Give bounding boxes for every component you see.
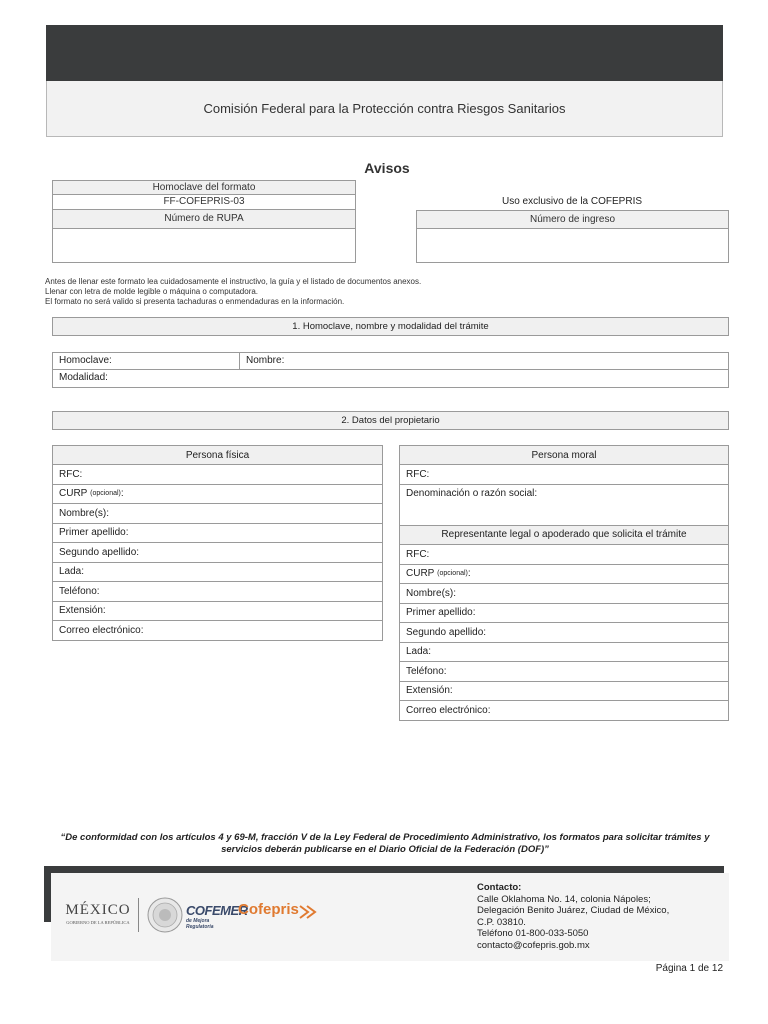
field-label: RFC: <box>406 548 430 560</box>
fisica-nombres-field[interactable] <box>52 504 383 524</box>
moral-rfc-field[interactable] <box>399 465 729 485</box>
modalidad-field[interactable]: Modalidad: <box>52 370 729 388</box>
homoclave-table <box>52 180 356 263</box>
moral-correo-field[interactable] <box>399 701 729 721</box>
cofemer-logo <box>186 903 248 930</box>
uso-exclusivo-label: Uso exclusivo de la COFEPRIS <box>501 196 643 207</box>
ingreso-label: Número de ingreso <box>416 210 729 229</box>
ingreso-field[interactable] <box>416 229 729 263</box>
moral-primer-apellido-field[interactable] <box>399 604 729 624</box>
moral-curp-field[interactable] <box>399 565 729 585</box>
persona-moral-label: Persona moral <box>531 449 597 461</box>
field-label: Correo electrónico: <box>59 624 144 636</box>
instruction-line: Antes de llenar este formato lea cuidadosamente el instructivo, la guía y el listado de documentos anexos. <box>45 277 422 286</box>
org-title-box <box>46 81 723 137</box>
persona-fisica-header <box>52 445 383 465</box>
moral-denominacion-field[interactable] <box>399 485 729 526</box>
field-label: RFC: <box>59 468 83 480</box>
field-label: Lada: <box>406 646 432 658</box>
optional-note: (opcional) <box>90 490 121 498</box>
field-label: RFC: <box>406 468 430 480</box>
moral-segundo-apellido-field[interactable] <box>399 623 729 643</box>
cofepris-logo <box>238 901 326 927</box>
mexico-wordmark: MÉXICO <box>65 902 131 918</box>
field-label: Primer apellido: <box>406 607 476 619</box>
footer-band <box>44 866 724 873</box>
moral-lada-field[interactable] <box>399 643 729 663</box>
field-label: Nombre(s): <box>406 587 457 599</box>
field-label: Segundo apellido: <box>406 626 487 638</box>
persona-moral-header <box>399 445 729 465</box>
header-band <box>46 25 723 81</box>
instructions <box>45 277 545 307</box>
fisica-lada-field[interactable] <box>52 563 383 583</box>
persona-moral-table <box>399 445 729 721</box>
homoclave-value: FF-COFEPRIS-03 <box>52 195 356 210</box>
field-label: Lada: <box>59 566 85 578</box>
field-label: Segundo apellido: <box>59 546 140 558</box>
contact-email[interactable]: contacto@cofepris.gob.mx <box>477 939 590 951</box>
homoclave-label: Homoclave del formato <box>52 180 356 195</box>
cofepris-wordmark: Cofepris <box>238 901 299 918</box>
representante-header <box>399 526 729 546</box>
representante-label: Representante legal o apoderado que solicita el trámite <box>441 529 687 541</box>
contact-line: Teléfono 01-800-033-5050 <box>477 928 589 939</box>
field-label: CURP <box>59 488 88 500</box>
avisos-heading: Avisos <box>364 160 410 176</box>
org-title: Comisión Federal para la Protección contra Riesgos Sanitarios <box>203 101 566 116</box>
moral-nombres-field[interactable] <box>399 584 729 604</box>
field-label: Correo electrónico: <box>406 704 491 716</box>
field-label: Extensión: <box>59 605 106 617</box>
section1-title: 1. Homoclave, nombre y modalidad del trámite <box>52 317 729 336</box>
contact-line: Delegación Benito Juárez, Ciudad de México, <box>477 905 670 916</box>
cofemer-wordmark: COFEMER <box>186 903 248 918</box>
fisica-telefono-field[interactable] <box>52 582 383 602</box>
field-label: Denominación o razón social: <box>406 487 538 499</box>
page-number: Página 1 de 12 <box>655 963 723 974</box>
legal-quote: “De conformidad con los artículos 4 y 69-M, fracción V de la Ley Federal de Procedimiento Administrativo, los formatos para solicitar trámites y servicios deberán publicarse en el Diario Oficial de la Federación (DOF)” <box>60 832 710 855</box>
field-label: Extensión: <box>406 685 453 697</box>
field-colon: : <box>120 488 124 500</box>
contact-line: C.P. 03810. <box>477 916 526 928</box>
optional-note: (opcional) <box>437 570 468 578</box>
section2-title: 2. Datos del propietario <box>52 411 729 430</box>
field-label: Primer apellido: <box>59 527 129 539</box>
homoclave-field[interactable]: Homoclave: <box>53 353 240 369</box>
rupa-label: Número de RUPA <box>52 210 356 229</box>
field-label: Teléfono: <box>406 665 447 677</box>
mexico-logo <box>62 902 134 925</box>
gobierno-text: GOBIERNO DE LA REPÚBLICA <box>66 920 130 925</box>
rupa-field[interactable] <box>52 229 356 263</box>
fisica-curp-field[interactable] <box>52 485 383 505</box>
cofemer-sub: de Mejora Regulatoria <box>186 918 214 930</box>
footer-left-bar <box>44 866 51 922</box>
seal-icon <box>146 896 184 934</box>
contact-block <box>477 882 727 951</box>
persona-fisica-table <box>52 445 383 641</box>
section1-form <box>52 352 729 388</box>
moral-rfc2-field[interactable] <box>399 545 729 565</box>
contact-title: Contacto: <box>477 882 522 893</box>
cofepris-arrow-icon <box>298 905 322 919</box>
fisica-segundo-apellido-field[interactable] <box>52 543 383 563</box>
field-label: Nombre(s): <box>59 507 110 519</box>
nombre-field[interactable]: Nombre: <box>246 355 285 366</box>
fisica-extension-field[interactable] <box>52 602 383 622</box>
fisica-primer-apellido-field[interactable] <box>52 524 383 544</box>
moral-telefono-field[interactable] <box>399 662 729 682</box>
ingreso-table <box>416 210 729 263</box>
moral-extension-field[interactable] <box>399 682 729 702</box>
persona-fisica-label: Persona física <box>185 449 250 461</box>
fisica-correo-field[interactable] <box>52 621 383 641</box>
field-label: CURP <box>406 568 435 580</box>
field-label: Teléfono: <box>59 585 100 597</box>
contact-line: Calle Oklahoma No. 14, colonia Nápoles; <box>477 893 651 905</box>
instruction-line: Llenar con letra de molde legible o máquina o computadora. <box>45 287 259 296</box>
instruction-line: El formato no será valido si presenta tachaduras o enmendaduras en la información. <box>45 297 345 306</box>
field-colon: : <box>467 568 471 580</box>
fisica-rfc-field[interactable] <box>52 465 383 485</box>
logo-divider <box>138 898 139 932</box>
